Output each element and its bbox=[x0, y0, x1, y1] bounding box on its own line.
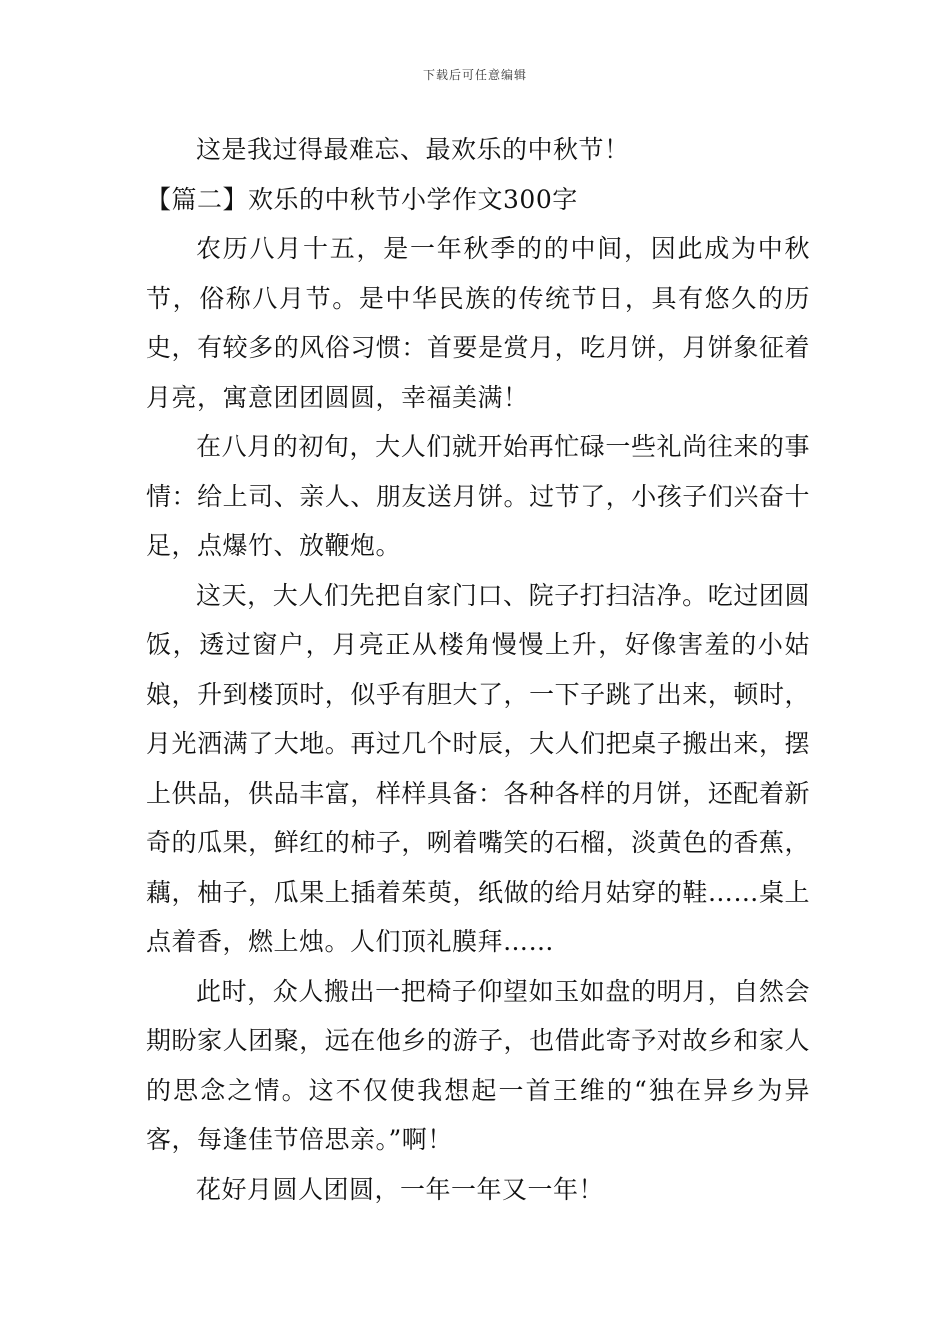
paragraph-ending: 花好月圆人团圆，一年一年又一年！ bbox=[196, 1174, 605, 1204]
paragraph-intro: 农历八月十五，是一年秋季的的中间，因此成为中秋节，俗称八月节。是中华民族的传统节日，具有悠久的历史，有较多的风俗习惯：首要是赏月，吃月饼，月饼象征着月亮，寓意团团圆圆，幸福美满！ bbox=[146, 234, 810, 412]
document-body bbox=[146, 125, 810, 1214]
header-note: 下载后可任意编辑 bbox=[422, 68, 527, 82]
section-heading: 【篇二】欢乐的中秋节小学作文300字 bbox=[146, 184, 578, 214]
paragraph-preparations: 在八月的初旬，大人们就开始再忙碌一些礼尚往来的事情：给上司、亲人、朋友送月饼。过节了，小孩子们兴奋十足，点爆竹、放鞭炮。 bbox=[146, 432, 810, 560]
paragraph-festival-day: 这天，大人们先把自家门口、院子打扫洁净。吃过团圆饭，透过窗户，月亮正从楼角慢慢上升，好像害羞的小姑娘，升到楼顶时，似乎有胆大了，一下子跳了出来，顿时，月光洒满了大地。再过几个时辰，大人们把桌子搬出来，摆上供品，供品丰富，样样具备：各种各样的月饼，还配着新奇的瓜果，鲜红的柿子，咧着嘴笑的石榴，淡黄色的香蕉，藕，柚子，瓜果上插着茱萸，纸做的给月姑穿的鞋……桌上点着香，燃上烛。人们顶礼膜拜…… bbox=[146, 580, 810, 956]
paragraph-moon-gazing: 此时，众人搬出一把椅子仰望如玉如盘的明月，自然会期盼家人团聚，远在他乡的游子，也借此寄予对故乡和家人的思念之情。这不仅使我想起一首王维的“独在异乡为异客，每逢佳节倍思亲。”啊！ bbox=[146, 976, 810, 1154]
paragraph-closing-line: 这是我过得最难忘、最欢乐的中秋节！ bbox=[196, 135, 630, 164]
